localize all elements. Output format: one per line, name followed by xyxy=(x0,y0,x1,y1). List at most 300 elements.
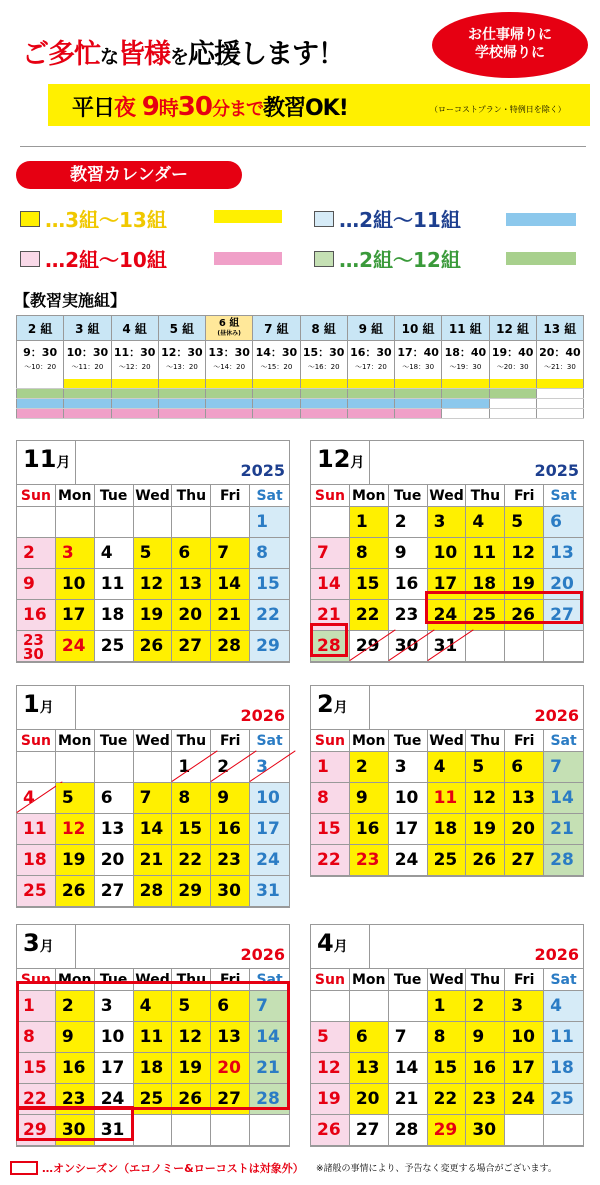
calendar-day xyxy=(56,752,95,783)
calendar-day: 18 xyxy=(95,600,134,631)
weekday-header: Thu xyxy=(172,969,211,991)
calendar-month xyxy=(310,924,584,1147)
weekday-header: Mon xyxy=(350,485,389,507)
calendar-day: 9 xyxy=(389,538,428,569)
group-bar-cell xyxy=(442,409,489,419)
group-time: 16：30 〜17：20 xyxy=(347,341,394,379)
calendar-day: 28 xyxy=(389,1115,428,1146)
calendar-day: 21 xyxy=(544,814,583,845)
month-box xyxy=(75,925,291,969)
weekday-header: Sun xyxy=(17,485,56,507)
calendar-day: 21 xyxy=(311,600,350,631)
group-bar-cell xyxy=(536,379,583,389)
calendar-day: 22 xyxy=(250,600,289,631)
calendar-day: 24 xyxy=(56,631,95,662)
legend-item-pink: …2組〜10組 xyxy=(20,244,167,273)
calendar-day: 8 xyxy=(250,538,289,569)
calendar-header xyxy=(17,925,289,969)
calendar-day: 9 xyxy=(56,1022,95,1053)
group-bar-cell xyxy=(206,379,253,389)
calendar-day xyxy=(389,991,428,1022)
legend-bar-yellow xyxy=(214,210,282,223)
calendar-day: 4 xyxy=(134,991,173,1022)
calendar-day: 3 xyxy=(389,752,428,783)
calendar-day: 8 xyxy=(311,783,350,814)
calendar-day: 16 xyxy=(17,600,56,631)
calendar-day: 10 xyxy=(95,1022,134,1053)
group-bar-cell xyxy=(111,379,158,389)
weekday-header: Tue xyxy=(389,730,428,752)
calendar-day: 3 xyxy=(428,507,467,538)
calendar-day: 8 xyxy=(17,1022,56,1053)
calendar-day: 1 xyxy=(250,507,289,538)
calendar-header xyxy=(17,686,289,730)
group-bar-cell xyxy=(253,399,300,409)
calendar-day: 10 xyxy=(505,1022,544,1053)
calendar-day: 5 xyxy=(172,991,211,1022)
calendar-day: 16 xyxy=(56,1053,95,1084)
legend-item-blue: …2組〜11組 xyxy=(314,204,461,233)
calendar-day: 12 xyxy=(466,783,505,814)
calendar-day: 15 xyxy=(172,814,211,845)
calendar-day: 3 xyxy=(56,538,95,569)
calendar-day: 29 xyxy=(250,631,289,662)
calendar-day: 8 xyxy=(428,1022,467,1053)
calendar-day: 19 xyxy=(56,845,95,876)
group-bar-cell xyxy=(442,379,489,389)
calendar-day: 30 xyxy=(389,631,428,662)
group-time: 10：30 〜11：20 xyxy=(64,341,111,379)
weekday-header: Sat xyxy=(544,730,583,752)
calendar-day: 9 xyxy=(350,783,389,814)
calendar-day: 12 xyxy=(134,569,173,600)
weekday-header: Mon xyxy=(350,969,389,991)
month-label: 2月 xyxy=(317,690,348,718)
calendar-day: 21 xyxy=(389,1084,428,1115)
calendar-day xyxy=(544,631,583,662)
calendar-day: 2 xyxy=(17,538,56,569)
weekday-header: Fri xyxy=(505,730,544,752)
calendar-day: 19 xyxy=(134,600,173,631)
calendar-day: 13 xyxy=(350,1053,389,1084)
calendar-day: 10 xyxy=(56,569,95,600)
group-bar-cell xyxy=(300,409,347,419)
group-bar-cell xyxy=(489,409,536,419)
group-bar-cell xyxy=(206,399,253,409)
weekday-header: Sun xyxy=(311,485,350,507)
calendar-day: 21 xyxy=(211,600,250,631)
calendar-day xyxy=(311,507,350,538)
calendar-day: 4 xyxy=(544,991,583,1022)
calendar-day xyxy=(311,991,350,1022)
banner-note: （ローコストプラン・特例日を除く） xyxy=(430,105,566,114)
weekday-header: Sun xyxy=(17,730,56,752)
groups-title: 【教習実施組】 xyxy=(14,291,127,310)
headline: ご多忙な皆様を応援します！ xyxy=(22,39,345,70)
calendar-day: 24 xyxy=(250,845,289,876)
calendar-day: 7 xyxy=(250,991,289,1022)
calendar-day: 11 xyxy=(134,1022,173,1053)
calendar-day: 1 xyxy=(350,507,389,538)
calendar-day: 18 xyxy=(544,1053,583,1084)
calendar-day: 18 xyxy=(466,569,505,600)
weekday-header: Fri xyxy=(505,485,544,507)
calendar-day: 13 xyxy=(544,538,583,569)
calendar-day: 26 xyxy=(466,845,505,876)
calendar-day: 24 xyxy=(95,1084,134,1115)
calendar-day: 7 xyxy=(311,538,350,569)
group-bar-cell xyxy=(253,409,300,419)
weekday-header: Sat xyxy=(250,969,289,991)
calendar-day: 29 xyxy=(172,876,211,907)
calendar-day xyxy=(211,1115,250,1146)
group-header: 2 組 xyxy=(17,316,64,341)
month-label: 12月 xyxy=(317,445,365,473)
calendar-day: 20 xyxy=(172,600,211,631)
group-time: 11：30 〜12：20 xyxy=(111,341,158,379)
calendar-day: 27 xyxy=(544,600,583,631)
calendar-day: 16 xyxy=(466,1053,505,1084)
calendar-day: 6 xyxy=(544,507,583,538)
groups-table xyxy=(16,315,584,419)
calendar-day: 31 xyxy=(250,876,289,907)
group-header: 4 組 xyxy=(111,316,158,341)
calendar-day: 25 xyxy=(17,876,56,907)
weekday-header: Thu xyxy=(466,730,505,752)
group-header: 3 組 xyxy=(64,316,111,341)
calendar-day: 30 xyxy=(56,1115,95,1146)
group-bar-cell xyxy=(206,409,253,419)
calendar-day: 1 xyxy=(172,752,211,783)
calendar-day: 14 xyxy=(250,1022,289,1053)
banner-text: 平日夜 9時30分まで教習OK! xyxy=(72,92,348,122)
calendar-day xyxy=(95,507,134,538)
calendar-day: 14 xyxy=(134,814,173,845)
calendar-day: 6 xyxy=(350,1022,389,1053)
calendar-day: 25 xyxy=(95,631,134,662)
calendar-day: 17 xyxy=(389,814,428,845)
weekday-header: Fri xyxy=(505,969,544,991)
calendar-day: 20 xyxy=(544,569,583,600)
group-time: 18：40 〜19：30 xyxy=(442,341,489,379)
group-header: 9 組 xyxy=(347,316,394,341)
weekday-header: Sat xyxy=(544,485,583,507)
group-bar-cell xyxy=(111,409,158,419)
calendar-day: 17 xyxy=(505,1053,544,1084)
group-time: 12：30 〜13：20 xyxy=(158,341,205,379)
calendar-day: 28 xyxy=(311,631,350,662)
calendar-day: 23 xyxy=(466,1084,505,1115)
weekday-header: Tue xyxy=(389,485,428,507)
calendar-day: 22 xyxy=(17,1084,56,1115)
calendar-day: 15 xyxy=(250,569,289,600)
calendar-day: 8 xyxy=(172,783,211,814)
year-label: 2026 xyxy=(240,945,285,964)
calendar-day: 26 xyxy=(505,600,544,631)
calendar-day: 15 xyxy=(350,569,389,600)
calendar-day: 1 xyxy=(428,991,467,1022)
calendar-day: 5 xyxy=(505,507,544,538)
group-header: 7 組 xyxy=(253,316,300,341)
calendar-day: 2 xyxy=(211,752,250,783)
legend-swatch xyxy=(20,211,40,227)
year-label: 2026 xyxy=(240,706,285,725)
group-bar-cell xyxy=(300,399,347,409)
group-bar-cell xyxy=(347,409,394,419)
weekday-header: Tue xyxy=(95,969,134,991)
calendar-month xyxy=(310,440,584,663)
weekday-header: Fri xyxy=(211,730,250,752)
group-bar-cell xyxy=(158,409,205,419)
weekday-header: Thu xyxy=(466,485,505,507)
calendar-day: 16 xyxy=(211,814,250,845)
calendar-day: 23 xyxy=(56,1084,95,1115)
calendar-day: 12 xyxy=(56,814,95,845)
calendar-day: 12 xyxy=(311,1053,350,1084)
calendar-day: 28 xyxy=(211,631,250,662)
calendar-day: 25 xyxy=(466,600,505,631)
group-time: 9：30 〜10：20 xyxy=(17,341,64,379)
legend-bar-green xyxy=(506,252,576,265)
calendar-header xyxy=(17,441,289,485)
group-bar-cell xyxy=(395,409,442,419)
weekday-header: Fri xyxy=(211,969,250,991)
calendar-day: 16 xyxy=(350,814,389,845)
calendar-day xyxy=(17,507,56,538)
calendar-day: 19 xyxy=(172,1053,211,1084)
calendar-day: 4 xyxy=(428,752,467,783)
calendar-day: 29 xyxy=(350,631,389,662)
group-bar-cell xyxy=(158,399,205,409)
onseason-legend-text: …オンシーズン（エコノミー&ローコストは対象外） xyxy=(42,1162,304,1175)
calendar-day: 22 xyxy=(350,600,389,631)
year-label: 2025 xyxy=(240,461,285,480)
footer-note: ※諸般の事情により、予告なく変更する場合がございます。 xyxy=(316,1164,557,1174)
calendar-day xyxy=(172,1115,211,1146)
calendar-day: 31 xyxy=(428,631,467,662)
month-box xyxy=(369,925,585,969)
calendar-day: 8 xyxy=(350,538,389,569)
group-bar-cell xyxy=(300,379,347,389)
calendar-day: 9 xyxy=(211,783,250,814)
group-bar-cell xyxy=(64,379,111,389)
weekday-header: Sun xyxy=(17,969,56,991)
weekday-header: Wed xyxy=(134,969,173,991)
group-time: 14：30 〜15：20 xyxy=(253,341,300,379)
weekday-header: Fri xyxy=(211,485,250,507)
calendar-day: 25 xyxy=(544,1084,583,1115)
group-header: 8 組 xyxy=(300,316,347,341)
weekday-header: Wed xyxy=(134,730,173,752)
onseason-legend-box xyxy=(10,1161,38,1175)
calendar-day: 5 xyxy=(134,538,173,569)
group-time: 17：40 〜18：30 xyxy=(395,341,442,379)
calendar-day: 20 xyxy=(95,845,134,876)
calendar-day: 4 xyxy=(95,538,134,569)
calendar-day: 22 xyxy=(172,845,211,876)
weekday-header: Wed xyxy=(134,485,173,507)
calendar-day: 31 xyxy=(95,1115,134,1146)
group-bar-cell xyxy=(300,389,347,399)
calendar-day: 9 xyxy=(466,1022,505,1053)
group-header: 12 組 xyxy=(489,316,536,341)
group-header: 6 組 (昼休み) xyxy=(206,316,253,341)
group-bar-cell xyxy=(158,389,205,399)
calendar-month xyxy=(16,440,290,663)
calendar-day: 29 xyxy=(428,1115,467,1146)
calendar-day: 23 xyxy=(389,600,428,631)
calendar-day: 13 xyxy=(505,783,544,814)
calendar-day: 27 xyxy=(95,876,134,907)
month-box xyxy=(75,686,291,730)
group-bar-cell xyxy=(395,389,442,399)
calendar-day: 7 xyxy=(389,1022,428,1053)
month-label: 4月 xyxy=(317,929,348,957)
group-bar-cell xyxy=(489,399,536,409)
calendar-day: 24 xyxy=(389,845,428,876)
group-time: 13：30 〜14：20 xyxy=(206,341,253,379)
calendar-day: 11 xyxy=(466,538,505,569)
weekday-header: Sat xyxy=(250,485,289,507)
calendar-month xyxy=(16,924,290,1147)
group-bar-cell xyxy=(64,399,111,409)
calendar-day: 23 xyxy=(211,845,250,876)
month-label: 11月 xyxy=(23,445,71,473)
calendar-day: 14 xyxy=(544,783,583,814)
weekday-header: Thu xyxy=(172,730,211,752)
month-label: 1月 xyxy=(23,690,54,718)
calendar-day xyxy=(56,507,95,538)
weekday-header: Tue xyxy=(389,969,428,991)
calendar-day: 11 xyxy=(95,569,134,600)
group-header: 5 組 xyxy=(158,316,205,341)
calendar-day: 12 xyxy=(505,538,544,569)
calendar-day: 6 xyxy=(172,538,211,569)
calendar-day: 13 xyxy=(211,1022,250,1053)
calendar-day: 28 xyxy=(544,845,583,876)
calendar-day: 7 xyxy=(544,752,583,783)
legend-swatch xyxy=(314,211,334,227)
weekday-header: Thu xyxy=(172,485,211,507)
calendar-day xyxy=(466,631,505,662)
calendar-day: 1 xyxy=(17,991,56,1022)
calendar-day: 14 xyxy=(311,569,350,600)
calendar-day: 25 xyxy=(428,845,467,876)
calendar-day: 15 xyxy=(311,814,350,845)
calendar-day: 24 xyxy=(428,600,467,631)
calendar-day: 28 xyxy=(250,1084,289,1115)
calendar-day xyxy=(505,631,544,662)
group-bar-cell xyxy=(253,389,300,399)
month-box xyxy=(369,686,585,730)
legend-item-green: …2組〜12組 xyxy=(314,244,461,273)
calendar-day: 27 xyxy=(505,845,544,876)
speech-bubble: お仕事帰りに 学校帰りに xyxy=(432,12,588,78)
group-bar-cell xyxy=(489,379,536,389)
calendar-day: 15 xyxy=(428,1053,467,1084)
calendar-day: 9 xyxy=(17,569,56,600)
calendar-day: 17 xyxy=(56,600,95,631)
calendar-day: 21 xyxy=(250,1053,289,1084)
group-bar-cell xyxy=(442,399,489,409)
group-bar-cell xyxy=(536,409,583,419)
calendar-day: 30 xyxy=(211,876,250,907)
calendar-day: 2 xyxy=(350,752,389,783)
group-bar-cell xyxy=(347,379,394,389)
calendar-day: 28 xyxy=(134,876,173,907)
group-time: 15：30 〜16：20 xyxy=(300,341,347,379)
calendar-day: 23 xyxy=(350,845,389,876)
calendar-day: 4 xyxy=(466,507,505,538)
calendar-day: 4 xyxy=(17,783,56,814)
calendar-day: 11 xyxy=(544,1022,583,1053)
calendar-day: 27 xyxy=(211,1084,250,1115)
calendar-day xyxy=(95,752,134,783)
calendar-day: 26 xyxy=(56,876,95,907)
calendar-day: 5 xyxy=(466,752,505,783)
calendar-day: 26 xyxy=(311,1115,350,1146)
calendar-month xyxy=(16,685,290,908)
calendar-day: 30 xyxy=(466,1115,505,1146)
calendar-day: 27 xyxy=(350,1115,389,1146)
calendar-day: 18 xyxy=(428,814,467,845)
calendar-day: 2 xyxy=(56,991,95,1022)
calendar-day: 10 xyxy=(428,538,467,569)
calendar-day: 7 xyxy=(134,783,173,814)
calendar-day xyxy=(172,507,211,538)
legend-bar-pink xyxy=(214,252,282,265)
group-bar-cell xyxy=(64,389,111,399)
calendar-day: 6 xyxy=(211,991,250,1022)
weekday-header: Mon xyxy=(56,730,95,752)
month-box xyxy=(369,441,585,485)
year-label: 2026 xyxy=(534,706,579,725)
calendar-day: 3 xyxy=(250,752,289,783)
calendar-header xyxy=(311,441,583,485)
weekday-header: Wed xyxy=(428,969,467,991)
group-bar-cell xyxy=(17,389,64,399)
calendar-day: 23 30 xyxy=(17,631,56,662)
calendar-day: 21 xyxy=(134,845,173,876)
calendar-day xyxy=(350,991,389,1022)
weekday-header: Sat xyxy=(250,730,289,752)
calendar-day: 27 xyxy=(172,631,211,662)
calendar-day xyxy=(17,752,56,783)
calendar-day: 2 xyxy=(389,507,428,538)
weekday-header: Mon xyxy=(56,485,95,507)
calendar-day: 5 xyxy=(311,1022,350,1053)
calendar-day xyxy=(505,1115,544,1146)
calendar-day: 24 xyxy=(505,1084,544,1115)
legend-item-yellow: …3組〜13組 xyxy=(20,204,167,233)
calendar-day: 22 xyxy=(428,1084,467,1115)
group-bar-cell xyxy=(64,409,111,419)
calendar-day: 25 xyxy=(134,1084,173,1115)
group-bar-cell xyxy=(395,399,442,409)
calendar-day: 17 xyxy=(95,1053,134,1084)
group-bar-cell xyxy=(158,379,205,389)
calendar-day: 16 xyxy=(389,569,428,600)
calendar-day: 11 xyxy=(17,814,56,845)
calendar-day: 10 xyxy=(389,783,428,814)
weekday-header: Tue xyxy=(95,730,134,752)
group-bar-cell xyxy=(111,389,158,399)
calendar-day: 18 xyxy=(134,1053,173,1084)
group-bar-cell xyxy=(536,389,583,399)
calendar-day: 19 xyxy=(311,1084,350,1115)
calendar-day: 22 xyxy=(311,845,350,876)
calendar-day xyxy=(134,752,173,783)
